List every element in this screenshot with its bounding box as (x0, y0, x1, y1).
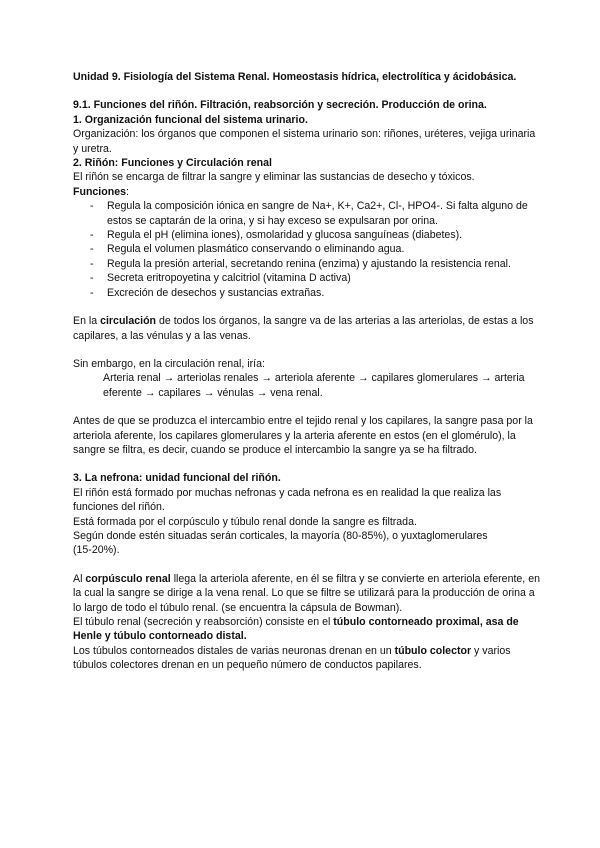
collector-bold: túbulo colector (394, 644, 472, 657)
collector-pre: Los túbulos contorneados distales de varias neuronas drenan en un (73, 644, 395, 657)
collector-paragraph (73, 644, 543, 673)
corpuscle-pre: Al (73, 572, 86, 585)
spacer (73, 457, 543, 471)
list-item: - Excreción de desechos y sustancias extrañas. (73, 286, 543, 300)
list-item: - Secreta eritropoyetina y calcitriol (vitamina D activa) (73, 271, 543, 285)
kidney-intro-paragraph: El riñón se encarga de filtrar la sangre y eliminar las sustancias de desecho y tóxicos. (73, 171, 475, 184)
nephron-paragraph-3 (73, 529, 543, 558)
list-item: - Regula la composición iónica en sangre de Na+, K+, Ca2+, Cl-, HPO4-. Si falta alguno de estos se captarán de la orina, y si hay exceso se expulsaran por orina. (73, 199, 543, 228)
functions-label-text: Funciones (73, 185, 126, 198)
functions-label (73, 185, 543, 199)
document-title: Unidad 9. Fisiología del Sistema Renal. Homeostasis hídrica, electrolítica y ácidobásica. (73, 71, 517, 83)
spacer (73, 558, 543, 572)
renal-circulation-intro: Sin embargo, en la circulación renal, iría: (73, 357, 265, 370)
corpuscle-post: llega la arteriola aferente, en él se filtra y se convierte en arteriola eferente, en la cual la sangre se dirige a la vena renal. Lo que se filtre se utilizará para la producción de orina a lo largo de todo el túbulo renal. (se encuentra la cápsula de Bowman). (73, 572, 540, 614)
exchange-paragraph: Antes de que se produzca el intercambio entre el tejido renal y los capilares, la sangre pasa por la arteriola aferente, los capilares glomerulares y la arteria aferente en estos (en el glomérulo), la sangre se filtra, es decir, cuando se produce el intercambio la sangre ya se ha filtrado. (73, 415, 533, 456)
organization-paragraph: Organización: los órganos que componen el sistema urinario son: riñones, uréteres, vejiga urinaria y uretra. (73, 128, 536, 155)
list-item: - Regula el volumen plasmático conservando o eliminando agua. (73, 242, 543, 256)
circulation-paragraph (73, 314, 543, 343)
collector-post: y varios túbulos colectores drenan en un pequeño número de conductos papilares. (73, 644, 511, 672)
nephron-p3-pre: Según donde estén situadas serán corticales, la mayoría (80-85%), o yuxtaglomerulares (73, 529, 488, 542)
functions-label-colon: : (125, 185, 129, 198)
corpuscle-paragraph (73, 572, 543, 615)
spacer (73, 400, 543, 414)
renal-circulation-route: Arteria renal → arteriolas renales → arteriola aferente → capilares glomerulares → arteria eferente → capilares → vénulas → vena renal. (103, 372, 525, 399)
subsection-heading-2: 2. Riñón: Funciones y Circulación renal (73, 157, 272, 170)
list-item: - Regula el pH (elimina iones), osmolaridad y glucosa sanguíneas (diabetes). (73, 228, 543, 242)
nephron-p3-post: (15-20%). (73, 544, 120, 557)
circulation-pre: En la (73, 315, 101, 328)
circulation-bold: circulación (100, 315, 157, 328)
subsection-heading-1: 1. Organización funcional del sistema urinario. (73, 113, 308, 126)
nephron-paragraph-2: Está formada por el corpúsculo y túbulo renal donde la sangre es filtrada. (73, 515, 417, 528)
document-body (73, 70, 543, 673)
corpuscle-bold: corpúsculo renal (85, 572, 171, 585)
functions-list (73, 199, 543, 300)
spacer (73, 343, 543, 357)
circulation-post: de todos los órganos, la sangre va de las arterias a las arteriolas, de estas a los capilares, a las vénulas y a las venas. (73, 315, 534, 342)
subsection-heading-3: 3. La nefrona: unidad funcional del riñón. (73, 472, 281, 485)
tubule-paragraph (73, 615, 543, 644)
tubule-bold: túbulo contorneado proximal, asa de Henle y túbulo contorneado distal. (73, 616, 519, 643)
list-item: - Regula la presión arterial, secretando renina (enzima) y ajustando la resistencia renal. (73, 257, 543, 271)
section-heading-9-1: 9.1. Funciones del riñón. Filtración, reabsorción y secreción. Producción de orina. (73, 99, 487, 112)
spacer (73, 300, 543, 314)
tubule-pre: El túbulo renal (secreción y reabsorción) consiste en el (73, 616, 334, 628)
nephron-paragraph-1: El riñón está formado por muchas nefronas y cada nefrona es en realidad la que realiza las funciones del riñón. (73, 486, 502, 514)
